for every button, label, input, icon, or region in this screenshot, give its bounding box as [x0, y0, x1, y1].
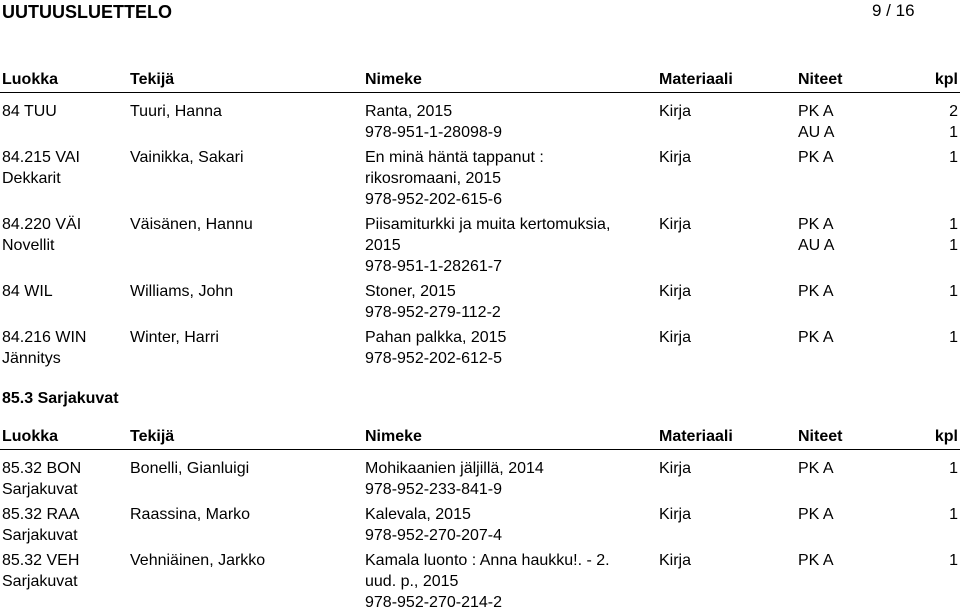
row-tekija: Väisänen, Hannu — [130, 216, 253, 233]
page-title: UUTUUSLUETTELO — [2, 2, 172, 22]
row-luokka: Sarjakuvat — [2, 527, 78, 544]
row-materiaali: Kirja — [659, 216, 692, 233]
row-nimeke: 978-951-1-28098-9 — [365, 124, 502, 141]
row-niteet: AU A — [798, 237, 835, 254]
row-nimeke: Pahan palkka, 2015 — [365, 329, 507, 346]
row-niteet: PK A — [798, 506, 834, 523]
column-header-niteet: Niteet — [798, 428, 843, 445]
column-header-luokka: Luokka — [2, 428, 59, 445]
row-materiaali: Kirja — [659, 552, 692, 569]
row-luokka: Dekkarit — [2, 170, 61, 187]
row-nimeke: 978-952-202-615-6 — [365, 191, 502, 208]
row-niteet: PK A — [798, 283, 834, 300]
row-nimeke: uud. p., 2015 — [365, 573, 459, 590]
row-materiaali: Kirja — [659, 103, 692, 120]
row-kpl: 1 — [949, 506, 958, 523]
row-luokka: Sarjakuvat — [2, 573, 78, 590]
row-nimeke: 978-952-279-112-2 — [365, 304, 501, 321]
row-niteet: PK A — [798, 552, 834, 569]
row-kpl: 1 — [949, 552, 958, 569]
row-niteet: PK A — [798, 216, 834, 233]
page-number: 9 / 16 — [872, 1, 915, 20]
column-header-luokka: Luokka — [2, 71, 59, 88]
row-luokka: 84 WIL — [2, 283, 53, 300]
row-kpl: 1 — [949, 283, 958, 300]
row-luokka: Sarjakuvat — [2, 481, 78, 498]
row-kpl: 1 — [949, 149, 958, 166]
row-tekija: Raassina, Marko — [130, 506, 251, 523]
row-materiaali: Kirja — [659, 460, 692, 477]
row-luokka: 85.32 VEH — [2, 552, 80, 569]
row-tekija: Tuuri, Hanna — [130, 103, 222, 120]
row-tekija: Vainikka, Sakari — [130, 149, 244, 166]
column-header-nimeke: Nimeke — [365, 71, 422, 88]
row-kpl: 1 — [949, 329, 958, 346]
row-luokka: 84.220 VÄI — [2, 216, 82, 233]
row-tekija: Williams, John — [130, 283, 234, 300]
row-niteet: AU A — [798, 124, 835, 141]
column-header-materiaali: Materiaali — [659, 428, 733, 445]
row-luokka: 85.32 RAA — [2, 506, 80, 523]
row-niteet: PK A — [798, 460, 834, 477]
row-nimeke: 2015 — [365, 237, 401, 254]
row-tekija: Vehniäinen, Jarkko — [130, 552, 266, 569]
column-header-niteet: Niteet — [798, 71, 843, 88]
header-rule — [0, 92, 960, 93]
row-nimeke: 978-951-1-28261-7 — [365, 258, 502, 275]
row-materiaali: Kirja — [659, 283, 692, 300]
row-kpl: 1 — [949, 124, 958, 141]
row-nimeke: 978-952-233-841-9 — [365, 481, 502, 498]
row-luokka: Jännitys — [2, 350, 61, 367]
row-kpl: 1 — [949, 216, 958, 233]
row-kpl: 1 — [949, 460, 958, 477]
column-header-materiaali: Materiaali — [659, 71, 733, 88]
row-nimeke: 978-952-270-214-2 — [365, 594, 502, 611]
row-nimeke: Mohikaanien jäljillä, 2014 — [365, 460, 544, 477]
row-niteet: PK A — [798, 103, 834, 120]
row-luokka: 84 TUU — [2, 103, 57, 120]
column-header-nimeke: Nimeke — [365, 428, 422, 445]
row-nimeke: Ranta, 2015 — [365, 103, 453, 120]
row-nimeke: Kalevala, 2015 — [365, 506, 471, 523]
row-niteet: PK A — [798, 149, 834, 166]
row-tekija: Winter, Harri — [130, 329, 219, 346]
row-nimeke: Stoner, 2015 — [365, 283, 456, 300]
row-nimeke: 978-952-202-612-5 — [365, 350, 502, 367]
row-luokka: Novellit — [2, 237, 55, 254]
row-nimeke: Kamala luonto : Anna haukku!. - 2. — [365, 552, 610, 569]
section-title: 85.3 Sarjakuvat — [2, 390, 119, 407]
row-kpl: 1 — [949, 237, 958, 254]
column-header-kpl: kpl — [934, 71, 958, 88]
column-header-kpl: kpl — [934, 428, 958, 445]
row-nimeke: 978-952-270-207-4 — [365, 527, 502, 544]
row-luokka: 84.216 WIN — [2, 329, 87, 346]
column-header-tekija: Tekijä — [130, 428, 175, 445]
row-materiaali: Kirja — [659, 506, 692, 523]
row-niteet: PK A — [798, 329, 834, 346]
row-luokka: 85.32 BON — [2, 460, 82, 477]
row-kpl: 2 — [949, 103, 958, 120]
header-rule — [0, 449, 960, 450]
column-header-tekija: Tekijä — [130, 71, 175, 88]
row-nimeke: rikosromaani, 2015 — [365, 170, 502, 187]
row-luokka: 84.215 VAI — [2, 149, 80, 166]
row-materiaali: Kirja — [659, 149, 692, 166]
row-nimeke: En minä häntä tappanut : — [365, 149, 544, 166]
row-materiaali: Kirja — [659, 329, 692, 346]
row-nimeke: Piisamiturkki ja muita kertomuksia, — [365, 216, 611, 233]
row-tekija: Bonelli, Gianluigi — [130, 460, 250, 477]
